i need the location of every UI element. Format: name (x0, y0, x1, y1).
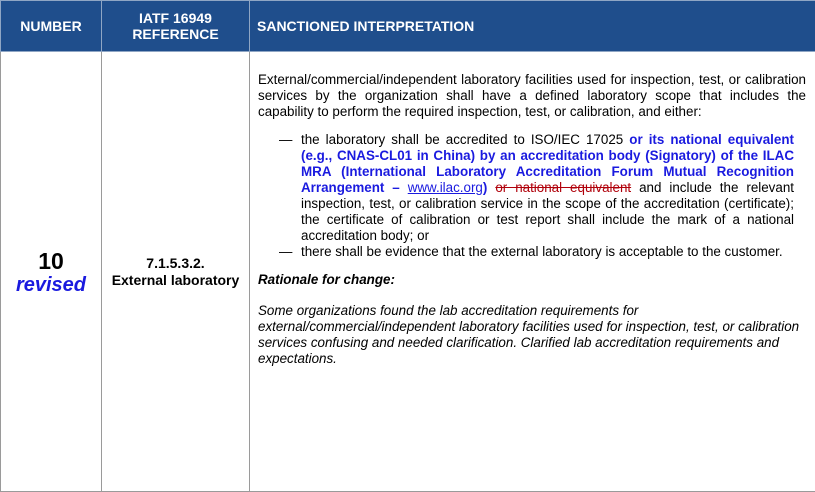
header-row (1, 1, 815, 52)
intro-paragraph: External/commercial/independent laboratory facilities used for inspection, test, or calibration services by the organization shall have a defined laboratory scope that includes the capability to perform the required inspection, test, or calibration, and either: (258, 72, 806, 119)
reference-title: External laboratory (111, 271, 240, 288)
header-interpretation: SANCTIONED INTERPRETATION (250, 1, 815, 52)
dash-marker: — (279, 132, 293, 147)
status-label: revised (15, 273, 87, 296)
added-close-paren: ) (482, 180, 488, 195)
bullet1-text-b: and include the relevant inspection, test, or calibration service in the scope of the accreditation (certificate); the certificate of calibration or test report shall include the mark of a national accreditation body; or (301, 180, 794, 243)
added-text: or its national equivalent (e.g., CNAS-CL01 in China) by an accreditation body (Signatory) of the ILAC MRA (International Laboratory Accreditation Forum Mutual Recognition Arrangement (301, 132, 794, 195)
requirement-list (258, 132, 806, 260)
number-cell (1, 52, 102, 492)
item-number: 10 (38, 247, 64, 274)
list-item (258, 132, 794, 244)
reference-clause: 7.1.5.3.2. (146, 254, 205, 271)
rationale-text: Some organizations found the lab accreditation requirements for external/commercial/independent laboratory facilities used for inspection, test, or calibration services confusing and needed clarification. Clarified lab accreditation requirements and expectations. (258, 303, 800, 366)
interpretation-cell (250, 52, 815, 492)
header-reference-line2: REFERENCE (132, 26, 219, 42)
rationale-heading: Rationale for change: (258, 272, 395, 287)
dash-marker: — (279, 244, 293, 259)
header-reference (102, 1, 250, 52)
table-row (1, 52, 815, 492)
ilac-link[interactable]: www.ilac.org (407, 180, 483, 195)
header-reference-line1: IATF 16949 (139, 10, 212, 26)
reference-cell (102, 52, 250, 492)
bullet2-text: there shall be evidence that the external laboratory is acceptable to the customer. (301, 244, 783, 259)
header-number: NUMBER (1, 1, 102, 52)
bullet1-text-a: the laboratory shall be accredited to ISO/IEC 17025 (301, 132, 630, 147)
list-item (258, 244, 794, 260)
struck-text: or national equivalent (495, 180, 632, 195)
added-dash: – (384, 180, 408, 195)
